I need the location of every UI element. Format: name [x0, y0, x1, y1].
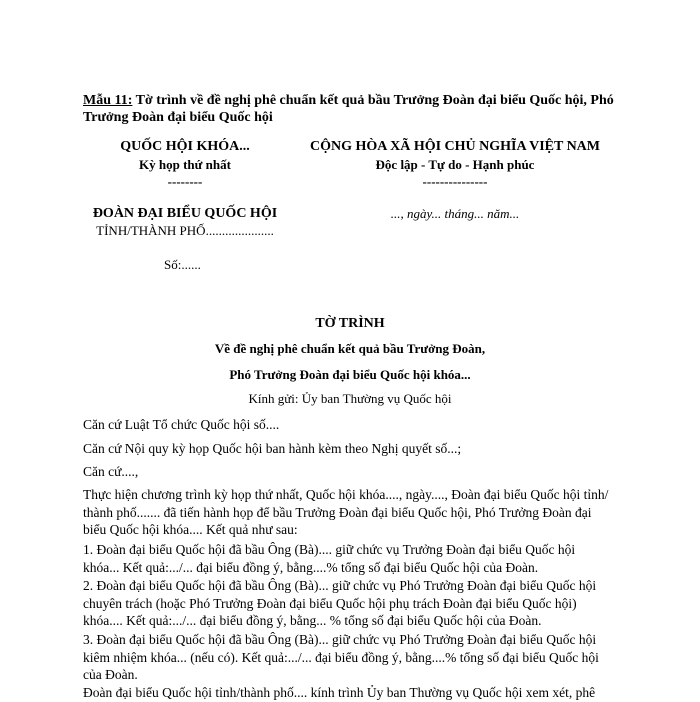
intro-line: Thực hiện chương trình kỳ họp thứ nhất, Quốc hội khóa...., ngày...., Đoàn đại biểu Quốc hội tỉnh/	[83, 487, 609, 502]
result-item-2	[83, 577, 643, 630]
item-line: của Đoàn.	[83, 667, 138, 682]
form-title	[83, 92, 643, 126]
closing-paragraph: Đoàn đại biểu Quốc hội tỉnh/thành phố.... kính trình Ủy ban Thường vụ Quốc hội xem xét, phê	[83, 685, 596, 700]
legal-basis-2: Căn cứ Nội quy kỳ họp Quốc hội ban hành kèm theo Nghị quyết số...;	[83, 441, 462, 456]
parliament-session: QUỐC HỘI KHÓA...	[120, 139, 250, 154]
item-line: 2. Đoàn đại biểu Quốc hội đã bầu Ông (Bà)... giữ chức vụ Phó Trưởng Đoàn đại biểu Quốc hội	[83, 578, 597, 593]
intro-line: biểu Quốc hội khóa.... Kết quả như sau:	[83, 522, 298, 537]
form-number: Mẫu 11:	[83, 93, 133, 108]
subject-line2: Phó Trưởng Đoàn đại biểu Quốc hội khóa...	[229, 367, 471, 382]
meeting-name: Kỳ họp thứ nhất	[139, 157, 231, 172]
result-item-3	[83, 631, 643, 684]
delegation-name: ĐOÀN ĐẠI BIỂU QUỐC HỘI	[92, 206, 278, 221]
item-line: khóa.... Kết quả:.../... đại biểu đồng ý, bằng... % tổng số đại biểu Quốc hội của Đoàn.	[83, 613, 542, 628]
form-title-line2: Trưởng Đoàn đại biểu Quốc hội	[83, 110, 273, 125]
item-line: 3. Đoàn đại biểu Quốc hội đã bầu Ông (Bà)... giữ chức vụ Phó Trưởng Đoàn đại biểu Quốc hội	[83, 632, 597, 647]
document-type: TỜ TRÌNH	[315, 316, 385, 331]
nation-name: CỘNG HÒA XÃ HỘI CHỦ NGHĨA VIỆT NAM	[309, 139, 600, 154]
province-name: TỈNH/THÀNH PHỐ.....................	[96, 223, 274, 238]
left-divider: --------	[167, 174, 203, 189]
item-line: khóa... Kết quả:.../... đại biểu đồng ý, bằng....% tổng số đại biểu Quốc hội của Đoàn.	[83, 559, 539, 575]
legal-basis-1: Căn cứ Luật Tổ chức Quốc hội số....	[83, 417, 280, 432]
date-line: ..., ngày... tháng... năm...	[390, 206, 520, 221]
form-title-line1: Tờ trình về đề nghị phê chuẩn kết quả bầu Trưởng Đoàn đại biểu Quốc hội, Phó	[132, 93, 614, 108]
recipient-line: Kính gửi: Ủy ban Thường vụ Quốc hội	[248, 391, 452, 406]
intro-line: thành phố....... đã tiến hành họp để bầu Trưởng Đoàn đại biểu Quốc hội, Phó Trưởng Đoàn đại	[83, 504, 592, 520]
item-line: chuyên trách (hoặc Phó Trưởng Đoàn đại biểu Quốc hội phụ trách Đoàn đại biểu Quốc hội)	[83, 595, 577, 611]
legal-basis-3: Căn cứ....,	[83, 464, 139, 479]
national-motto: Độc lập - Tự do - Hạnh phúc	[375, 157, 535, 172]
document-number: Số:......	[164, 257, 201, 272]
result-item-1	[83, 541, 643, 576]
item-line: 1. Đoàn đại biểu Quốc hội đã bầu Ông (Bà).... giữ chức vụ Trưởng Đoàn đại biểu Quốc hội	[83, 542, 576, 557]
intro-paragraph	[83, 486, 643, 539]
item-line: kiêm nhiệm khóa... (nếu có). Kết quả:.../... đại biểu đồng ý, bằng....% tổng số đại biểu Quốc hội	[83, 649, 599, 665]
right-divider: ---------------	[422, 174, 488, 189]
subject-line1: Về đề nghị phê chuẩn kết quả bầu Trưởng Đoàn,	[214, 341, 486, 356]
